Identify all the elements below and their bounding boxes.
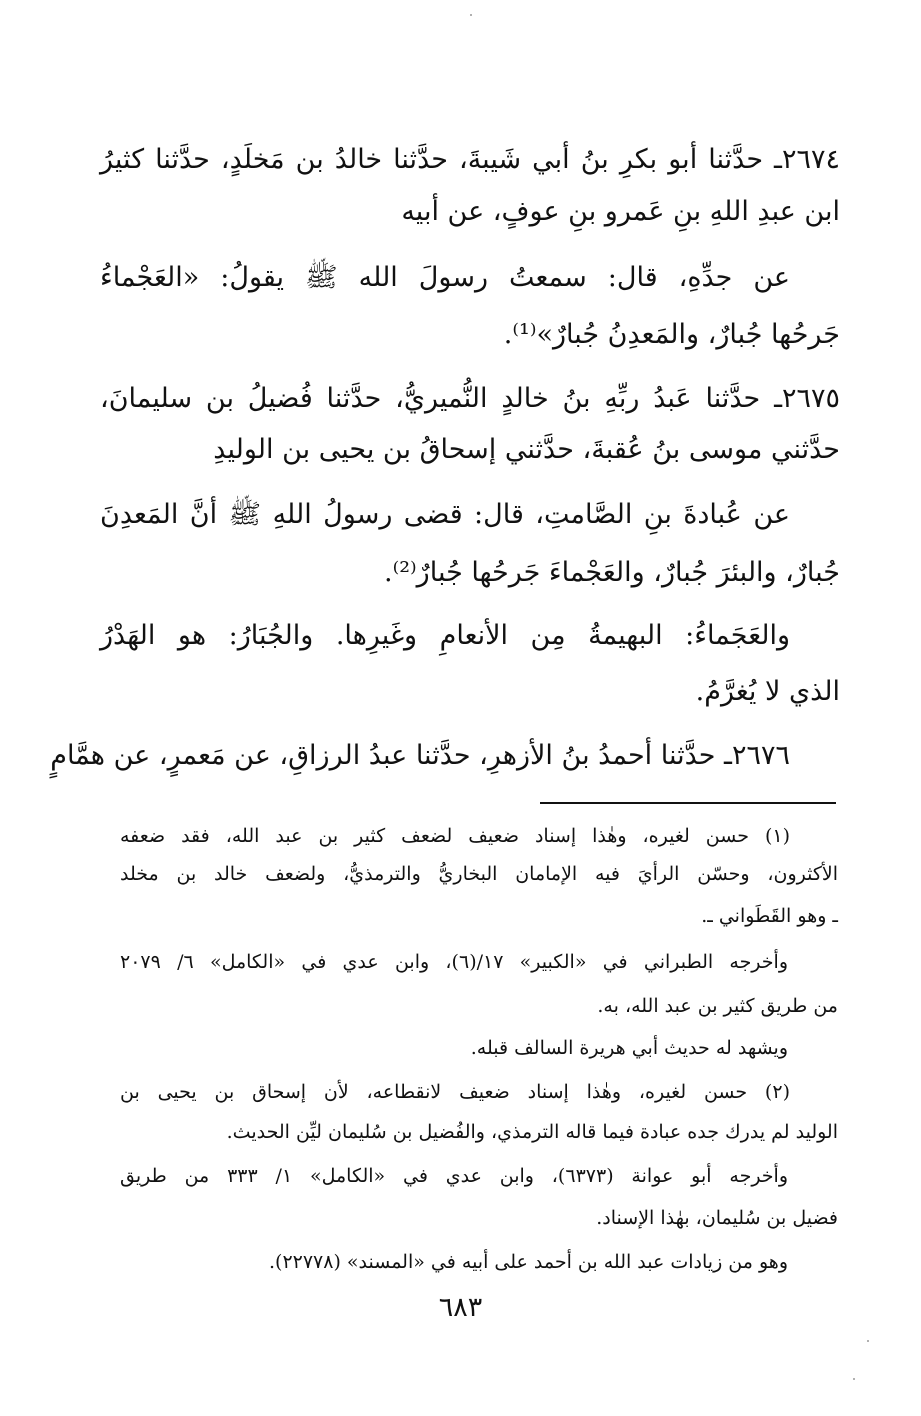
hadith-2675-isnad-line-1: ٢٦٧٥ـ حدَّثنا عَبدُ ربِّهِ بنُ خالدٍ النُّميريُّ، حدَّثنا فُضيلُ بن سليمانَ، [100,383,840,414]
hadith-2674-isnad-line-2: ابن عبدِ اللهِ بنِ عَمرو بنِ عوفٍ، عن أبيه [401,196,840,227]
footnote-2-line-1: (٢) حسن لغيره، وهٰذا إسناد ضعيف لانقطاعه، لأن إسحاق بن يحيى بن [120,1081,790,1103]
footnote-1-line-5: من طريق كثير بن عبد الله، به. [597,995,838,1017]
page-number: ٦٨٣ [438,1292,483,1323]
footnote-2-line-2: الوليد لم يدرك جده عبادة فيما قاله الترمذي، والفُضيل بن سُليمان ليِّن الحديث. [226,1121,838,1143]
hadith-2675-matn-line-1: عن عُبادةَ بنِ الصَّامتِ، قال: قضى رسولُ اللهِ ﷺ أنَّ المَعدِنَ [100,499,790,530]
hadith-2675-explanation-line-2: الذي لا يُغرَّمُ. [695,676,840,707]
footnote-1-line-6: ويشهد له حديث أبي هريرة السالف قبله. [470,1037,788,1059]
footnote-2-line-3: وأخرجه أبو عوانة (٦٣٧٣)، وابن عدي في «الكامل» ١/ ٣٣٣ من طريق [120,1165,789,1187]
footnote-1-line-3: ـ وهو القَطَواني ـ. [701,905,838,927]
hadith-2675-explanation-line-1: والعَجَماءُ: البهيمةُ مِن الأنعامِ وغَيرِها. والجُبَارُ: هو الهَدْرُ [100,620,790,651]
footnote-1-line-4: وأخرجه الطبراني في «الكبير» ١٧/(٦)، وابن عدي في «الكامل» ٦/ ٢٠٧٩ [120,951,788,973]
hadith-2675-isnad-line-2: حدَّثني موسى بنُ عُقبةَ، حدَّثني إسحاقُ بن يحيى بن الوليدِ [213,434,840,465]
hadith-2676-isnad-line-1: ٢٦٧٦ـ حدَّثنا أحمدُ بنُ الأزهرِ، حدَّثنا عبدُ الرزاقِ، عن مَعمرٍ، عن همَّامٍ [50,740,790,771]
footnote-separator [540,802,836,804]
footnote-1-line-2: الأكثرون، وحسّن الرأيَ فيه الإمامان البخاريُّ والترمذيُّ، ولضعف خالد بن مخلد [120,863,838,885]
scan-speck [853,1378,855,1380]
scan-speck [470,14,472,16]
hadith-2674-matn-line-2: جَرحُها جُبارٌ، والمَعدِنُ جُبارٌ»⁽¹⁾. [503,319,840,350]
hadith-2674-isnad-line-1: ٢٦٧٤ـ حدَّثنا أبو بكرِ بنُ أبي شَيبةَ، حدَّثنا خالدُ بن مَخلَدٍ، حدَّثنا كثيرُ [100,144,840,175]
footnote-2-line-4: فضيل بن سُليمان، بهٰذا الإسناد. [596,1207,838,1229]
footnote-1-line-1: (١) حسن لغيره، وهٰذا إسناد ضعيف لضعف كثير بن عبد الله، فقد ضعفه [120,825,790,847]
scan-speck [867,1340,869,1342]
hadith-2675-matn-line-2: جُبارٌ، والبئرَ جُبارٌ، والعَجْماءَ جَرحُها جُبارٌ⁽²⁾. [384,557,840,588]
footnote-2-line-5: وهو من زيادات عبد الله بن أحمد على أبيه في «المسند» (٢٢٧٧٨). [268,1251,788,1273]
hadith-2674-matn-line-1: عن جدِّهِ، قال: سمعتُ رسولَ الله ﷺ يقولُ: «العَجْماءُ [100,262,790,293]
